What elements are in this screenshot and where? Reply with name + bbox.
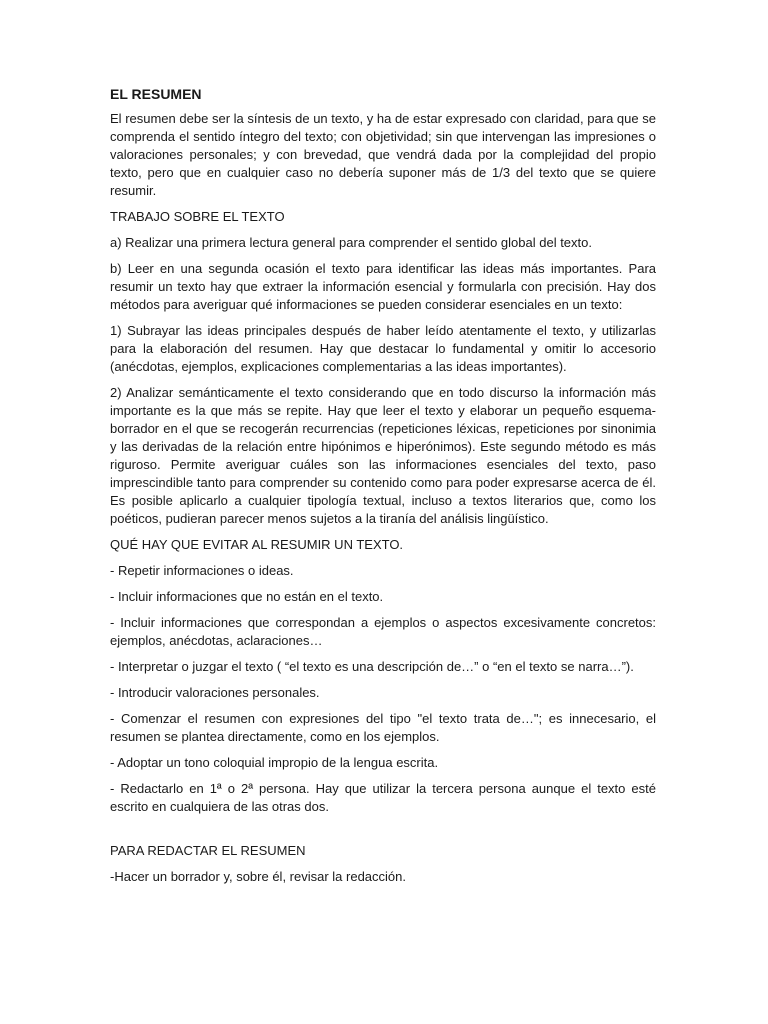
step-a-paragraph: a) Realizar una primera lectura general para comprender el sentido global del texto. [110, 235, 592, 250]
list-item: - Incluir informaciones que no están en el texto. [110, 589, 384, 604]
list-item: - Comenzar el resumen con expresiones del tipo "el texto trata de…"; es innecesario, el resumen se plantea directamente, como en los ejemplos. [110, 711, 656, 744]
intro-paragraph: El resumen debe ser la síntesis de un texto, y ha de estar expresado con claridad, para que se comprenda el sentido íntegro del texto; con objetividad; sin que intervengan las impresiones o valoraciones personales; y con brevedad, que vendrá dada por la complejidad del propio texto, pero que en cualquier caso no debería suponer más de 1/3 del texto que se quiere resumir. [110, 111, 656, 198]
list-item: - Repetir informaciones o ideas. [110, 563, 294, 578]
blank-line [110, 824, 656, 842]
section-heading-redactar: PARA REDACTAR EL RESUMEN [110, 843, 306, 858]
list-item: - Adoptar un tono coloquial impropio de la lengua escrita. [110, 755, 439, 770]
section-heading-evitar: QUÉ HAY QUE EVITAR AL RESUMIR UN TEXTO. [110, 537, 404, 552]
list-item: - Redactarlo en 1ª o 2ª persona. Hay que utilizar la tercera persona aunque el texto esté escrito en cualquiera de las otras dos. [110, 781, 656, 814]
list-item: - Interpretar o juzgar el texto ( “el texto es una descripción de…” o “en el texto se narra…”). [110, 659, 634, 674]
list-item: -Hacer un borrador y, sobre él, revisar la redacción. [110, 869, 406, 884]
section-heading-trabajo: TRABAJO SOBRE EL TEXTO [110, 209, 285, 224]
method-1-paragraph: 1) Subrayar las ideas principales después de haber leído atentamente el texto, y utilizarlas para la elaboración del resumen. Hay que destacar lo fundamental y omitir lo accesorio (anécdotas, ejemplos, explicaciones complementarias a las ideas importantes). [110, 323, 656, 374]
method-2-paragraph: 2) Analizar semánticamente el texto considerando que en todo discurso la información más importante es la que más se repite. Hay que leer el texto y elaborar un pequeño esquema-borrador en el que se recogerán recurrencias (repeticiones léxicas, repeticiones por sinonimia y las derivadas de la relación entre hipónimos e hiperónimos). Este segundo método es más riguroso. Permite averiguar cuáles son las informaciones esenciales del texto, paso imprescindible tanto para comprender su contenido como para poder expresarse acerca de él. Es posible aplicarlo a cualquier tipología textual, incluso a textos literarios que, como los poéticos, pudieran parecer menos sujetos a la tiranía del análisis lingüístico. [110, 385, 656, 526]
document-page [110, 85, 656, 894]
step-b-paragraph: b) Leer en una segunda ocasión el texto para identificar las ideas más importantes. Para resumir un texto hay que extraer la información esencial y formularla con precisión. Hay dos métodos para averiguar qué informaciones se pueden considerar esenciales en un texto: [110, 261, 656, 312]
list-item: - Introducir valoraciones personales. [110, 685, 320, 700]
list-item: - Incluir informaciones que correspondan a ejemplos o aspectos excesivamente concretos: ejemplos, anécdotas, aclaraciones… [110, 615, 656, 648]
document-title: EL RESUMEN [110, 86, 202, 102]
